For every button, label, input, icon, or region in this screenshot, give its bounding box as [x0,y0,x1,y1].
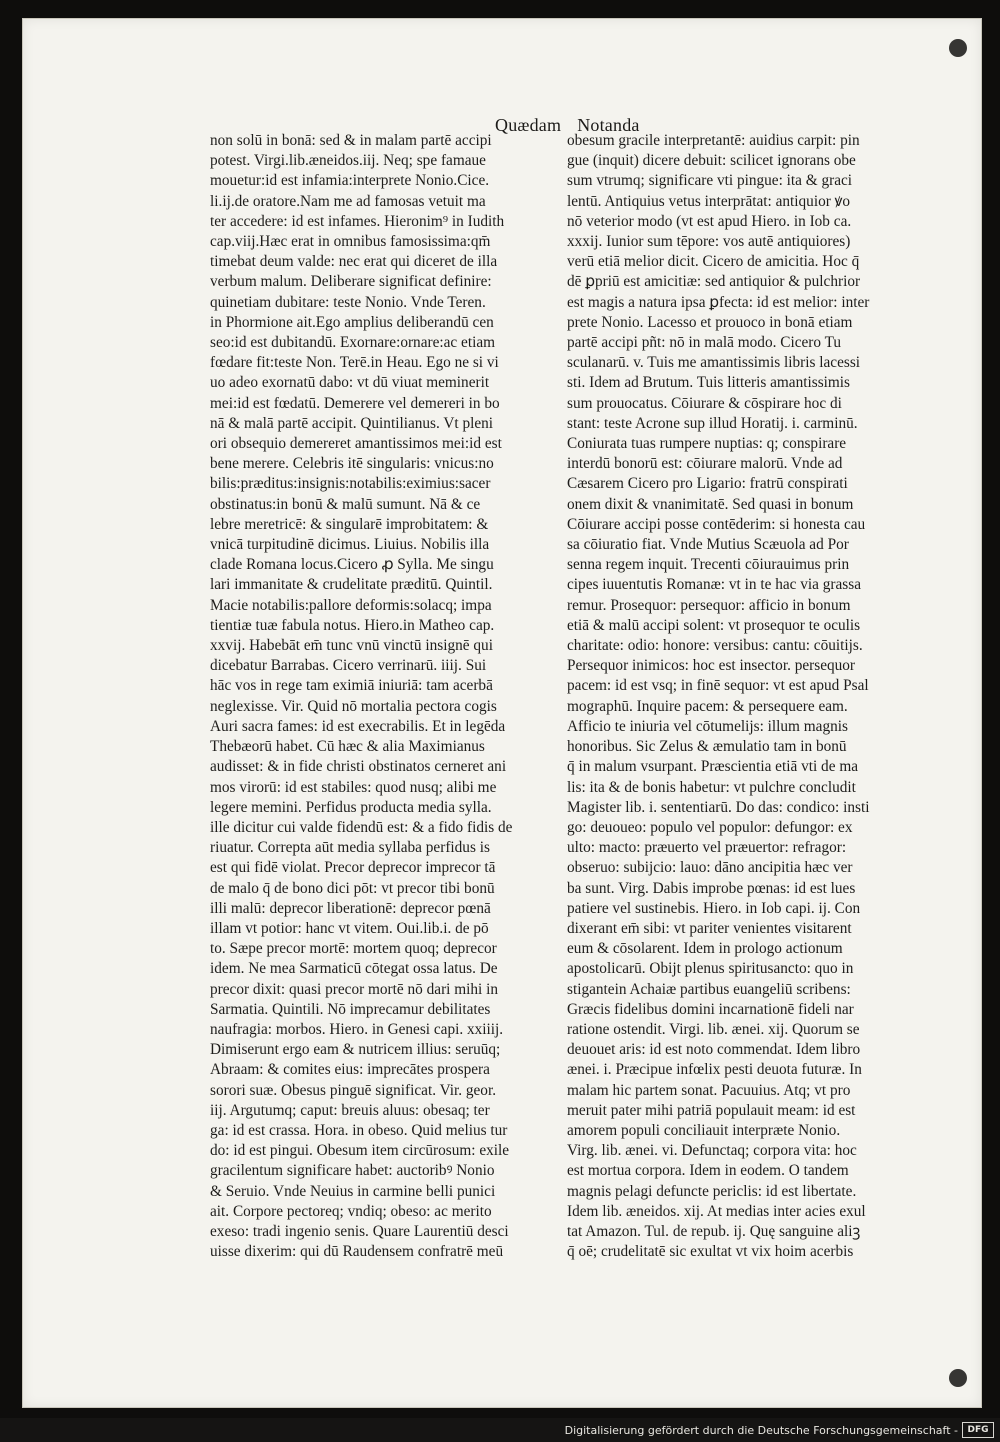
text-line: obstinatus:in bonū & malū sumunt. Nā & ce [210,495,481,513]
text-line: nā & malā partē accipit. Quintilianus. Vt pleni [210,414,494,432]
punch-hole-icon [949,1369,967,1387]
text-line: riuatur. Correpta aūt media syllaba perfidus is [210,839,490,857]
text-line: q̄ in malum vsurpant. Præscientia etiā vti de ma [567,758,859,776]
text-line: sculanarū. v. Tuis me amantissimis libris lacessi [567,354,861,372]
text-line: legere memini. Perfidus producta media sylla. [210,798,492,816]
text-line: apostolicarū. Obijt plenus spiritusancto: quo in [567,960,854,978]
text-line: iij. Argutumq; caput: breuis aluus: obesaq; ter [210,1101,490,1119]
text-line: mei:id est fœdatū. Demerere vel demereri in bo [210,394,500,412]
dfg-logo: DFG [962,1422,994,1438]
text-line: charitate: odio: honore: versibus: cantu: cōuitijs. [567,637,863,655]
text-line: ratione ostendit. Virgi. lib. ænei. xij. Quorum se [567,1020,860,1038]
text-line: stigantein Achaiæ partibus euangeliū scribens: [567,980,851,998]
text-line: sum prouocatus. Cōiurare & cōspirare hoc di [567,394,842,412]
footer-bar [0,1418,1000,1442]
text-line: potest. Virgi.lib.æneidos.iij. Neq; spe famaue [210,152,486,170]
text-line: deuouet aris: id est noto commendat. Idem libro [567,1041,861,1059]
text-line: dē ꝑpriū est amicitiæ: sed antiquior & pulchrior [567,273,861,291]
text-line: est qui fidē violat. Precor deprecor imprecor tā [210,859,496,877]
text-line: Dimiserunt ergo eam & nutricem illius: seruūq; [210,1041,501,1059]
text-line: meruit pater mihi patriā populauit meam: id est [567,1101,856,1119]
text-line: Sarmatia. Quintili. Nō imprecamur debilitates [210,1000,491,1018]
text-line: tientiæ tuæ fabula notus. Hiero.in Matheo cap. [210,616,495,634]
text-line: timebat deum valde: nec erat qui diceret de illa [210,253,498,271]
text-line: mographū. Inquire pacem: & persequere eam. [567,697,848,715]
text-line: Macie notabilis:pallore deformis:solacq; impa [210,596,492,614]
text-line: est mortua corpora. Idem in eodem. O tandem [567,1162,849,1180]
text-line: patiere vel sustinebis. Hiero. in Iob capi. ij. Con [567,899,861,917]
text-line: xxvij. Habebāt em̄ tunc vnū vinctū insignē qui [210,637,493,655]
text-line: clade Romana locus.Cicero ꝓ Sylla. Me singu [210,556,494,574]
header-right-word: Notanda [577,115,640,135]
text-line: Cōiurare accipi posse contēderim: si honesta cau [567,515,866,533]
text-line: li.ij.de oratore.Nam me ad famosas vetuit ma [210,192,486,210]
text-line: pacem: id est vsq; in finē sequor: vt est apud Psal [567,677,869,695]
text-line: uo adeo exornatū dabo: vt dū viuat meminerit [210,374,490,392]
text-line: onem dixit & vnanimitatē. Sed quasi in bonum [567,495,854,513]
text-line: Idem lib. æneidos. xij. At medias inter acies exul [567,1202,866,1220]
text-line: Coniurata tuas rumpere nuptias: q; conspirare [567,435,847,453]
text-line: ga: id est crassa. Hora. in obeso. Quid melius tur [210,1121,508,1139]
text-line: idem. Ne mea Sarmaticū cōtegat ossa latus. De [210,960,498,978]
text-line: Græcis fidelibus domini incarnationē fideli nar [567,1000,854,1018]
text-line: bene merere. Celebris itē singularis: vnicus:no [210,455,494,473]
text-line: Abraam: & comites eius: imprecātes prospera [210,1061,490,1079]
text-line: sorori suæ. Obesus pinguē significat. Vir. geor. [210,1081,497,1099]
text-line: lis: ita & de bonis habetur: vt pulchre concludit [567,778,856,796]
text-line: & Seruio. Vnde Neuius in carmine belli punici [210,1182,496,1200]
text-line: cap.viij.Hæc erat in omnibus famosissima:qm̄ [210,233,491,251]
text-line: neglexisse. Vir. Quid nō mortalia pectora cogis [210,697,497,715]
text-line: bilis:præditus:insignis:notabilis:eximius:sacer [210,475,491,493]
text-line: to. Sæpe precor mortē: mortem quoq; deprecor [210,940,497,958]
text-line: illi malū: deprecor liberationē: deprecor pœnā [210,899,491,917]
text-line: go: deuoueo: populo vel populor: defungor: ex [567,818,853,836]
right-text-column [567,131,887,1262]
text-line: uisse dixerim: qui dū Raudensem confratrē meū [210,1243,504,1261]
text-line: ait. Corpore pectoreq; vndiq; obeso: ac merito [210,1202,492,1220]
text-line: ænei. i. Præcipue infœlix pesti deuota futuræ. In [567,1061,862,1079]
text-line: dicebatur Barrabas. Cicero verrinarū. iiij. Sui [210,657,487,675]
text-line: est magis a natura ipsa ꝑfecta: id est melior: inter [567,293,870,311]
text-line: non solū in bonā: sed & in malam partē accipi [210,132,492,149]
text-line: magnis pelagi defuncte periclis: id est libertate. [567,1182,857,1200]
text-line: Cæsarem Cicero pro Ligario: fratrū conspirati [567,475,848,493]
text-line: obseruo: subijcio: lauo: dāno ancipitia hæc ver [567,859,853,877]
text-line: ter accedere: id est infames. Hieronim⁹ in Iudith [210,212,505,230]
text-line: prete Nonio. Lacesso et prouoco in bonā etiam [567,313,853,331]
text-line: sa cōiuratio fiat. Vnde Mutius Scæuola ad Por [567,536,849,554]
text-line: verbum malum. Deliberare significat definire: [210,273,492,291]
funding-note: Digitalisierung gefördert durch die Deutsche Forschungsgemeinschaft - [564,1424,958,1437]
text-line: lentū. Antiquius vetus interprātat: antiquior ꝟo [567,192,850,210]
text-line: tat Amazon. Tul. de repub. ij. Quę sanguine aliꝫ [567,1222,861,1240]
text-line: amorem populi conciliauit interpræte Nonio. [567,1121,841,1139]
text-line: ba sunt. Virg. Dabis improbe pœnas: id est lues [567,879,856,897]
header-left-word: Quædam [495,115,562,135]
text-line: sti. Idem ad Brutum. Tuis litteris amantissimis [567,374,851,392]
text-line: obesum gracile interpretantē: auidius carpit: pin [567,132,860,149]
text-line: Virg. lib. ænei. vi. Defunctaq; corpora vita: hoc [567,1142,857,1160]
text-line: de malo q̄ de bono dici pōt: vt precor tibi bonū [210,879,495,897]
text-line: eum & cōsolarent. Idem in prologo actionum [567,940,843,958]
text-line: do: id est pingui. Obesum item circūrosum: exile [210,1142,510,1160]
text-line: audisset: & in fide christi obstinatos cerneret ani [210,758,507,776]
text-line: Auri sacra fames: id est execrabilis. Et in legēda [210,717,506,735]
text-line: nō veterior modo (vt est apud Hiero. in Iob ca. [567,212,852,230]
text-line: vnicā turpitudinē dicimus. Liuius. Nobilis illa [210,536,490,554]
text-line: ori obsequio demereret amantissimos mei:id est [210,435,502,453]
text-line: Thebæorū habet. Cū hæc & alia Maximianus [210,738,485,756]
text-line: senna regem inquit. Trecenti cōiurauimus prin [567,556,850,574]
text-line: fœdare fit:teste Non. Terē.in Heau. Ego ne si vi [210,354,499,372]
text-line: naufragia: morbos. Hiero. in Genesi capi. xxiiij. [210,1020,504,1038]
text-line: seo:id est dubitandū. Exornare:ornare:ac etiam [210,334,496,352]
text-line: quinetiam dubitare: teste Nonio. Vnde Teren. [210,293,486,311]
text-line: dixerant em̄ sibi: vt pariter venientes visitarent [567,919,852,937]
left-text-column [210,131,530,1262]
text-line: gue (inquit) dicere debuit: scilicet ignorans obe [567,152,856,170]
text-line: malam hic partem sonat. Pacuuius. Atq; vt pro [567,1081,851,1099]
text-line: mos virorū: id est stabiles: quod nusq; alibi me [210,778,497,796]
text-line: Afficio te iniuria vel cōtumelijs: illum magnis [567,717,848,735]
text-line: in Phormione ait.Ego amplius deliberandū cen [210,313,494,331]
text-line: stant: teste Acrone sup illud Horatij. i. carminū. [567,414,858,432]
text-line: Magister lib. i. sententiarū. Do das: condico: insti [567,798,870,816]
text-line: cipes iuuentutis Romanæ: vt in te hac via grassa [567,576,861,594]
text-line: interdū bonorū est: cōiurare malorū. Vnde ad [567,455,843,473]
text-line: honoribus. Sic Zelus & æmulatio tam in bonū [567,738,847,756]
text-line: ille dicitur cui valde fidendū est: & a fido fidis de [210,818,513,836]
text-line: precor dixit: quasi precor mortē nō dari mihi in [210,980,499,998]
text-line: etiā & malū accipi solent: vt prosequor te oculis [567,616,861,634]
text-line: partē accipi pñt: nō in malā modo. Cicero Tu [567,334,842,352]
text-line: verū etiā melior dicit. Cicero de amicitia. Hoc q̄ [567,253,860,271]
text-line: mouetur:id est infamia:interprete Nonio.Cice. [210,172,490,190]
text-line: gracilentum significare habet: auctoribꝰ Nonio [210,1162,495,1180]
text-line: Persequor inimicos: hoc est insector. persequor [567,657,856,675]
text-line: xxxij. Iunior sum tēpore: vos autē antiquiores) [567,233,851,251]
punch-hole-icon [949,39,967,57]
text-line: exeso: tradi ingenio senis. Quare Laurentiū desci [210,1222,509,1240]
text-line: q̄ oē; crudelitatē sic exultat vt vix hoim acerbis [567,1243,854,1261]
text-line: remur. Prosequor: persequor: afficio in bonum [567,596,851,614]
text-line: lari immanitate & crudelitate præditū. Quintil. [210,576,493,594]
text-line: sum vtrumq; significare vti pingue: ita & graci [567,172,853,190]
text-line: lebre meretricē: & singularē improbitatem: & [210,515,489,533]
text-line: illam vt potior: hanc vt vitem. Oui.lib.i. de pō [210,919,489,937]
text-line: ulto: macto: præuerto vel præuertor: refragor: [567,839,847,857]
text-line: hāc vos in rege tam eximiā iniuriā: tam acerbā [210,677,493,695]
